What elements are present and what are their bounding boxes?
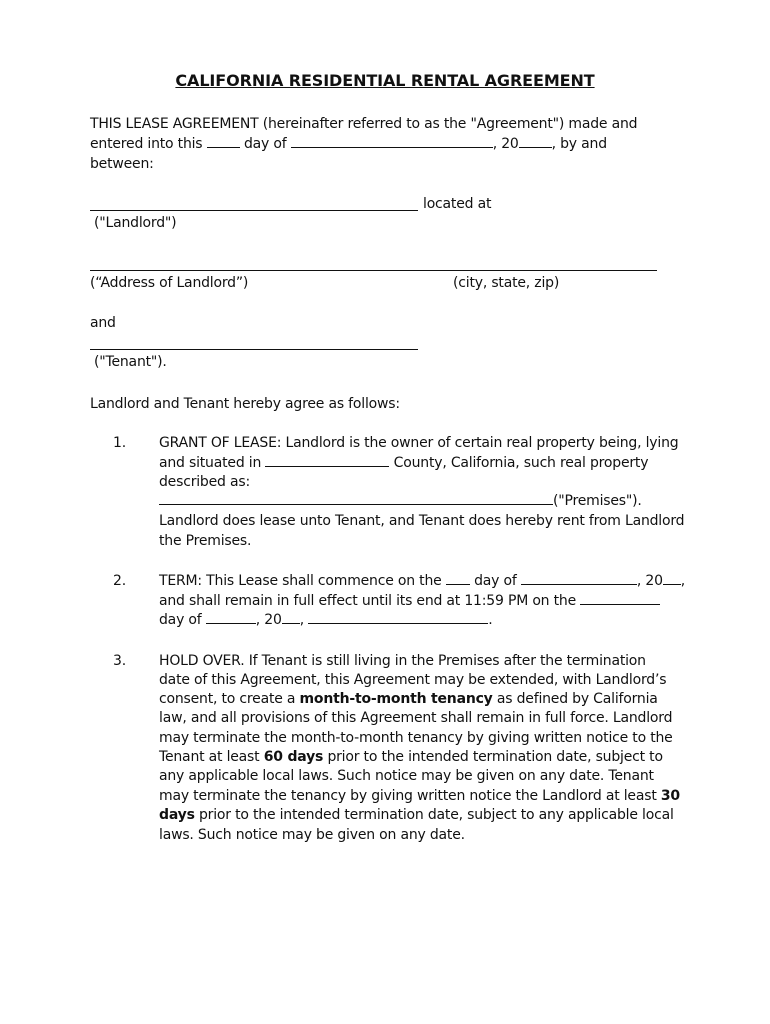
intro-year-prefix: , 20 [492,136,519,152]
intro-line-1: THIS LEASE AGREEMENT (hereinafter referred to as the "Agreement") made and [90,116,638,132]
section-3-line-10: laws. Such notice may be given on any date. [159,827,465,843]
landlord-name-blank[interactable] [90,210,418,211]
section-3-number: 3. [113,653,126,669]
section-1-line-3: described as: [159,474,250,490]
month-to-month-emphasis: month-to-month tenancy [299,691,493,707]
sixty-days-emphasis: 60 days [263,749,324,765]
section-3-line-2: date of this Agreement, this Agreement may be extended, with Landlord’s [159,672,667,688]
term-start-month-blank[interactable] [521,571,637,585]
section-3-line-4: law, and all provisions of this Agreement shall remain in full force. Landlord [159,710,673,726]
term-end-period: . [488,612,493,628]
and-word: and [90,315,116,331]
located-at-label: located at [423,196,492,212]
section-2-line-3 [159,610,492,630]
county-blank[interactable] [265,453,389,467]
landlord-address-label: (“Address of Landlord”) [90,275,249,291]
tenant-label: ("Tenant"). [94,354,167,370]
year-blank[interactable] [519,134,552,148]
intro-entered-into: entered into this [90,136,203,152]
section-1-line-6: the Premises. [159,533,252,549]
term-remain-text: and shall remain in full effect until its end at 11:59 PM on the [159,593,576,609]
intro-by-and: , by and [551,136,607,152]
section-1-county-text: County, California, such real property [393,455,649,471]
premises-label: ("Premises"). [553,493,642,509]
city-state-zip-label: (city, state, zip) [453,275,560,291]
intro-line-3: between: [90,156,154,172]
intro-day-of: day of [243,136,287,152]
term-start-year-prefix: , 20 [636,573,663,589]
section-1-line-2 [159,453,648,473]
term-end-comma: , [299,612,304,628]
section-3-prior-text: prior to the intended termination date, subject to [327,749,663,765]
section-3-prior-local: prior to the intended termination date, subject to any applicable local [198,807,674,823]
days-emphasis: days [159,807,195,823]
section-1-line-1: GRANT OF LEASE: Landlord is the owner of certain real property being, lying [159,435,679,451]
term-end-year-blank[interactable] [282,610,300,624]
term-end-day-of: day of [159,612,202,628]
tenant-name-blank[interactable] [90,349,418,350]
landlord-label: ("Landlord") [94,215,177,231]
section-3-defined-text: as defined by California [496,691,658,707]
section-2-line-2 [159,591,660,611]
term-end-month-blank[interactable] [206,610,256,624]
term-end-blank[interactable] [580,591,660,605]
agree-line: Landlord and Tenant hereby agree as follows: [90,396,400,412]
month-blank[interactable] [291,134,493,148]
day-blank[interactable] [207,134,240,148]
term-end-year-prefix: , 20 [255,612,282,628]
section-3-line-1: HOLD OVER. If Tenant is still living in the Premises after the termination [159,653,646,669]
section-1-number: 1. [113,435,126,451]
term-start-year-blank[interactable] [663,571,681,585]
thirty-emphasis: 30 [660,788,680,804]
term-end-extra-blank[interactable] [308,610,488,624]
section-1-situated-in: and situated in [159,455,262,471]
term-day-of: day of [474,573,517,589]
section-3-line-5: may terminate the month-to-month tenancy by giving written notice to the [159,730,673,746]
section-1-line-4 [159,491,642,511]
section-2-line-1 [159,571,685,591]
section-3-consent-text: consent, to create a [159,691,296,707]
section-3-line-3 [159,689,658,709]
section-3-tenant-terminate: may terminate the tenancy by giving written notice the Landlord at least [159,788,657,804]
intro-line-2 [90,134,607,154]
section-2-number: 2. [113,573,126,589]
section-3-tenant-at-least: Tenant at least [159,749,260,765]
section-3-line-6 [159,747,663,767]
document-title: CALIFORNIA RESIDENTIAL RENTAL AGREEMENT [175,71,595,90]
section-3-line-7: any applicable local laws. Such notice may be given on any date. Tenant [159,768,654,784]
term-start-day-blank[interactable] [446,571,470,585]
premises-blank[interactable] [159,491,553,505]
landlord-address-blank[interactable] [90,270,657,271]
section-3-line-9 [159,805,674,825]
section-3-line-8 [159,786,680,806]
term-commence-text: TERM: This Lease shall commence on the [159,573,442,589]
section-1-line-5: Landlord does lease unto Tenant, and Tenant does hereby rent from Landlord [159,513,685,529]
term-comma: , [680,573,686,589]
